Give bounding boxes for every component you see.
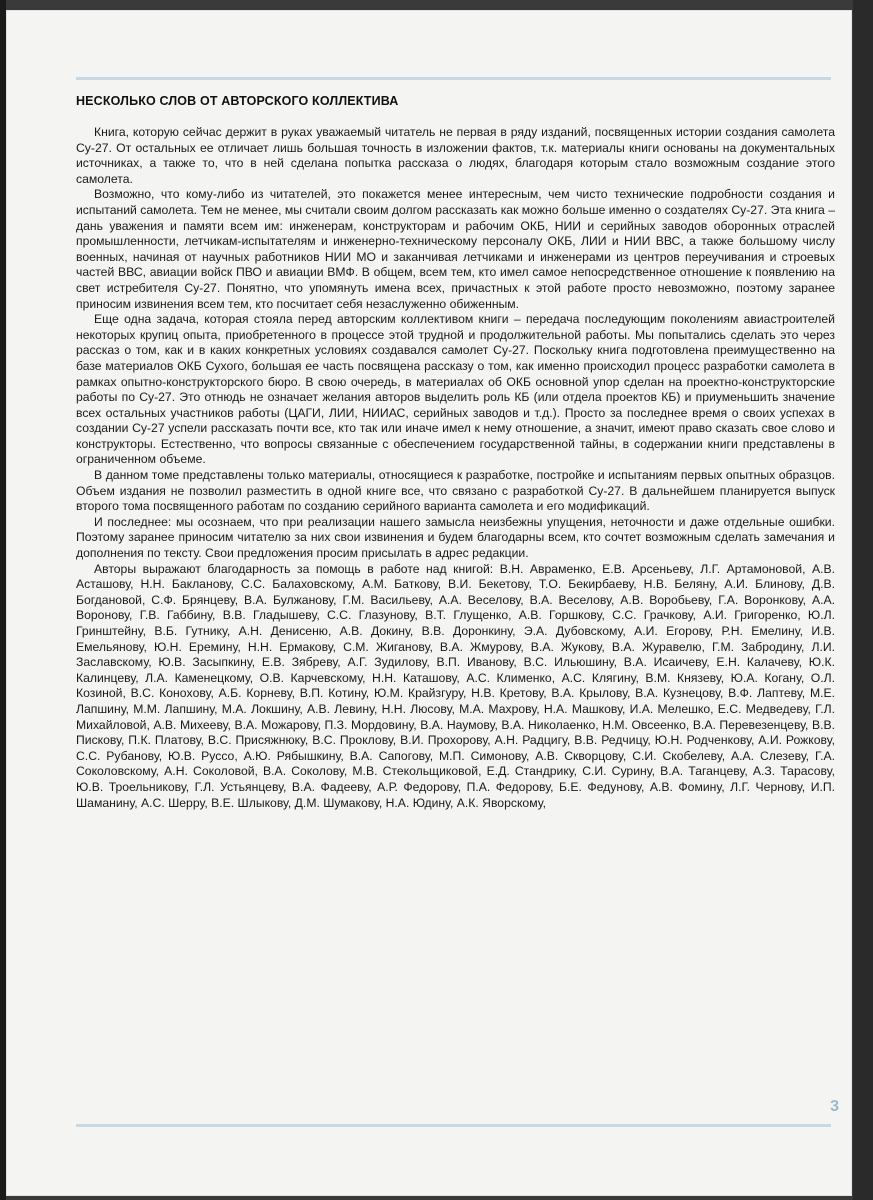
top-rule	[76, 77, 831, 80]
paragraph-2: Возможно, что кому-либо из читателей, это покажется менее интересным, чем чисто технические подробности создания и испытаний самолета. Тем не менее, мы считали своим долгом рассказать как можно больше именно о создателях Су-27. Эта книга – дань уважения и памяти всем им: инженерам, конструкторам и рабочим ОКБ, НИИ и серийных заводов оборонных отраслей промышленности, летчикам-испытателям и инженерно-техническому персоналу ОКБ, ЛИИ и НИИ ВВС, а также большому числу военных, начиная от научных работников НИИ МО и заканчивая летчиками и инженерами из центров переучивания и строевых частей ВВС, авиации войск ПВО и авиации ВМФ. В общем, всем тем, кто имел самое непосредственное отношение к появлению на свет истребителя Су-27. Понятно, что упомянуть имена всех, причастных к этой работе просто невозможно, поэтому заранее приносим извинения всем тем, кто посчитает себя незаслуженно обиженным.	[76, 187, 835, 311]
paragraph-1: Книга, которую сейчас держит в руках уважаемый читатель не первая в ряду изданий, посвященных истории создания самолета Су-27. От остальных ее отличает лишь большая точность в изложении фактов, т.к. материалы книги основаны на документальных источниках, а также то, что в ней сделана попытка рассказа о людях, благодаря которым стало возможным создание этого самолета.	[76, 125, 835, 186]
page-number: 3	[830, 1098, 839, 1115]
body-text	[76, 125, 835, 811]
paragraph-acknowledgements: Авторы выражают благодарность за помощь в работе над книгой: В.Н. Авраменко, Е.В. Арсеньеву, Л.Г. Артамоновой, А.В. Асташову, Н.Н. Бакланову, С.С. Балаховскому, А.М. Баткову, В.И. Бекетову, Т.О. Бекирбаеву, Н.В. Беляну, А.И. Блинову, Д.В. Богдановой, С.Ф. Брянцеву, В.А. Булжанову, Г.М. Васильеву, А.А. Веселову, В.А. Веселову, А.В. Воробьеву, Г.А. Воронкову, А.А. Воронову, Г.В. Габбину, В.В. Гладышеву, С.С. Глазунову, В.Т. Глущенко, А.В. Горшкову, С.С. Грачкову, А.И. Григоренко, Ю.Л. Гринштейну, В.Б. Гутнику, А.Н. Денисеню, А.В. Докину, В.В. Доронкину, Э.А. Дубовскому, А.И. Егорову, Р.Н. Емелину, И.В. Емельянову, Ю.Н. Еремину, Н.Н. Ермакову, С.М. Жиганову, В.А. Жмурову, В.А. Жукову, В.А. Журавелю, Г.М. Забродину, Л.И. Заславскому, Ю.В. Засыпкину, Е.В. Зябреву, А.Г. Зудилову, В.П. Иванову, В.С. Ильюшину, В.А. Исаичеву, Е.Н. Калачеву, Ю.К. Калинцеву, Л.А. Каменецкому, О.В. Карчевскому, Н.Н. Каташову, А.С. Клименко, А.С. Клягину, В.М. Князеву, Ю.А. Когану, О.Л. Козиной, В.С. Коноxову, А.Б. Корневу, В.П. Котину, Ю.М. Крайзгуру, Н.В. Кретову, В.А. Крылову, В.А. Кузнецову, В.Ф. Лаптеву, М.Е. Лапшину, М.М. Лапшину, М.А. Локшину, А.В. Левину, Н.Н. Люсову, М.А. Махрову, Н.А. Машкову, И.А. Мелешко, Е.С. Медведеву, Г.Л. Михайловой, А.В. Михееву, В.А. Можарову, П.З. Мордовину, В.А. Наумову, В.А. Николаенко, Н.М. Овсеенко, В.А. Перевезенцеву, В.В. Пискову, П.К. Платову, В.С. Присяжнюку, В.С. Проклову, В.И. Прохорову, А.Н. Радцигу, В.В. Редчицу, Ю.Н. Родченкову, А.И. Рожкову, С.С. Рубанову, Ю.В. Руссо, А.Ю. Рябышкину, В.А. Сапогову, М.П. Симонову, А.В. Скворцову, С.И. Скобелеву, А.А. Слезеву, Г.А. Соколовскому, А.Н. Соколовой, В.А. Соколову, М.В. Стекольщиковой, Е.Д. Стандрику, С.И. Сурину, В.А. Таганцеву, А.З. Тарасову, Ю.В. Троельникову, Г.Л. Устьянцеву, В.А. Фадееву, А.Р. Федорову, П.А. Федорову, Б.Е. Федунову, А.В. Фомину, Л.Г. Чернову, И.П. Шаманину, А.С. Шерру, В.Е. Шлыкову, Д.М. Шумакову, Н.А. Юдину, А.К. Яворскому,	[76, 561, 835, 810]
paragraph-5: И последнее: мы осознаем, что при реализации нашего замысла неизбежны упущения, неточности и даже отдельные ошибки. Поэтому заранее приносим читателю за них свои извинения и будем благодарны всем, кто сочтет возможным сделать замечания и дополнения по тексту. Свои предложения просим присылать в адрес редакции.	[76, 514, 835, 561]
paragraph-4: В данном томе представлены только материалы, относящиеся к разработке, постройке и испытаниям первых опытных образцов. Объем издания не позволил разместить в одной книге все, что связано с разработкой Су-27. В дальнейшем планируется выпуск второго тома посвященного работам по созданию серийного варианта самолета и его модификаций.	[76, 468, 835, 514]
bottom-rule	[76, 1124, 831, 1127]
paragraph-3: Еще одна задача, которая стояла перед авторским коллективом книги – передача последующим поколениям авиастроителей некоторых крупиц опыта, приобретенного в процессе этой трудной и продолжительной работы. Мы попытались сделать это через рассказ о том, как и в каких конкретных условиях создавался самолет Су-27. Поскольку книга подготовлена преимущественно на базе материалов ОКБ Сухого, большая ее часть посвящена рассказу о том, как именно происходил процесс разработки самолета в рамках опытно-конструкторского бюро. В свою очередь, в материалах об ОКБ основной упор сделан на проектно-конструкторские работы по Су-27. Это отнюдь не означает желания авторов выделить роль КБ (или отдела проектов КБ) и приуменьшить значение всех остальных участников работы (ЦАГИ, ЛИИ, НИИАС, серийных заводов и т.д.). Просто за последнее время о своих успехах в создании Су-27 успели рассказать почти все, кто так или иначе имел к нему отношение, а значит, имеют право сказать свое слово и конструкторы. Естественно, что вопросы связанные с обеспечением государственной тайны, в содержании книги представлены в ограниченном объеме.	[76, 312, 835, 467]
page-heading: НЕСКОЛЬКО СЛОВ ОТ АВТОРСКОГО КОЛЛЕКТИВА	[76, 94, 399, 108]
scan-edge-right	[853, 0, 873, 1200]
